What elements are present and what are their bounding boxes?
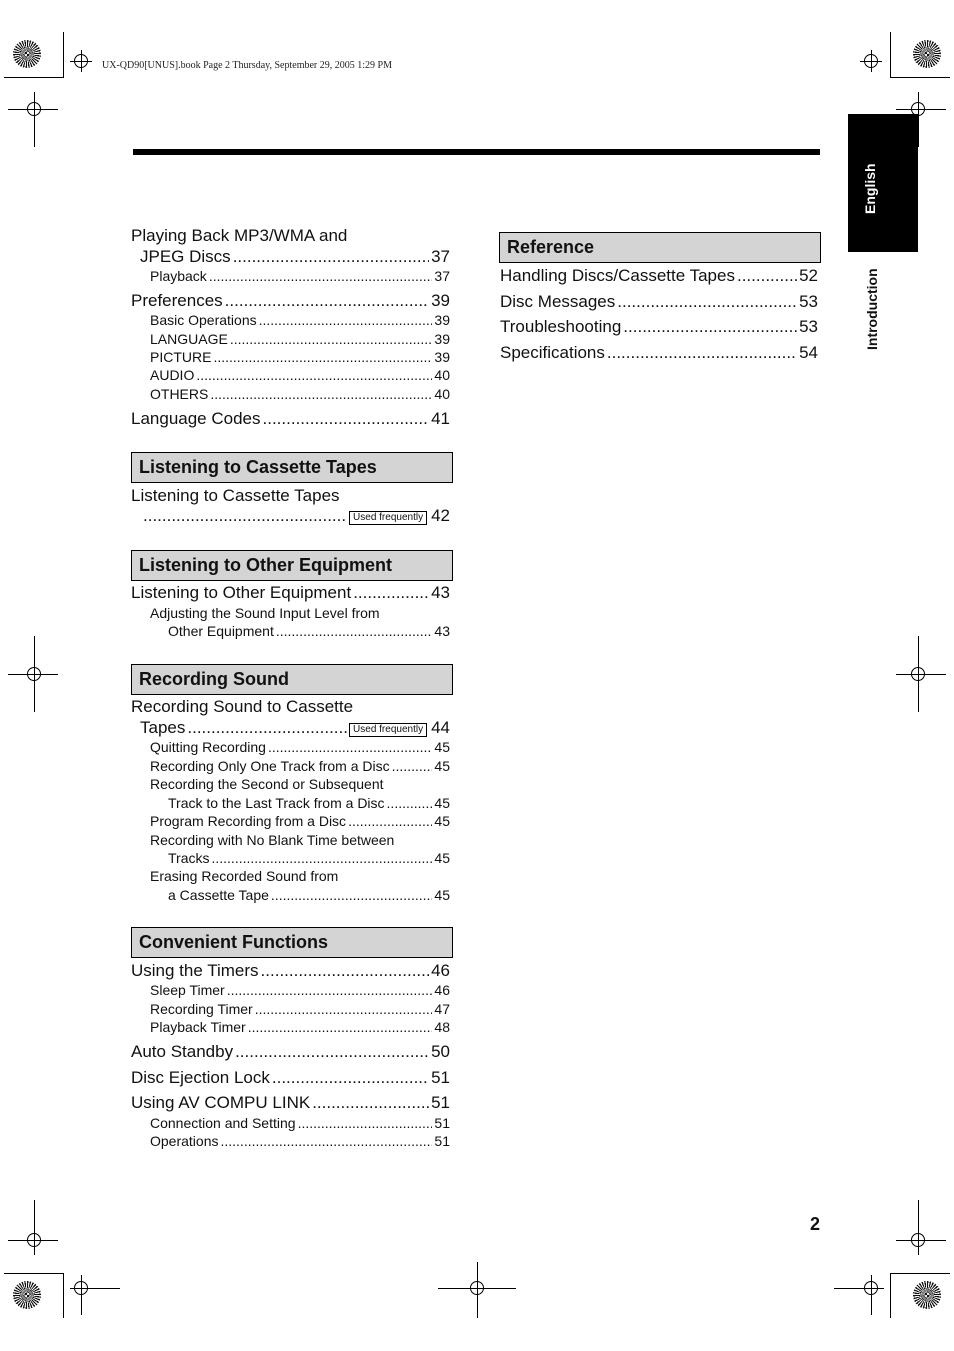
toc-subentry: Recording Only One Track from a Disc ..... 45 <box>150 758 450 774</box>
toc-subentry: AUDIO ..... 40 <box>150 367 450 383</box>
toc-subentry: Other Equipment ..... 43 <box>168 623 450 639</box>
toc-subentry: Recording with No Blank Time between <box>150 832 395 848</box>
section-header-cassette: Listening to Cassette Tapes <box>131 452 453 483</box>
section-header-other-equipment: Listening to Other Equipment <box>131 550 453 581</box>
toc-subentry: Recording the Second or Subsequent <box>150 776 384 792</box>
toc-subentry: Erasing Recorded Sound from <box>150 868 339 884</box>
section-header-convenient: Convenient Functions <box>131 927 453 958</box>
toc-entry: ..... Used frequently 42 <box>143 506 450 526</box>
toc-entry: Using the Timers ..... 46 <box>131 961 450 981</box>
toc-entry: Using AV COMPU LINK ..... 51 <box>131 1093 450 1113</box>
toc-subentry: PICTURE ..... 39 <box>150 349 450 365</box>
used-frequently-badge: Used frequently <box>349 511 427 525</box>
tab-english-label: English <box>862 163 878 214</box>
toc-entry: Tapes ..... Used frequently 44 <box>140 718 450 738</box>
toc-entry: JPEG Discs ..... 37 <box>140 247 450 267</box>
toc-subentry: LANGUAGE ..... 39 <box>150 331 450 347</box>
toc-subentry: Adjusting the Sound Input Level from <box>150 605 380 621</box>
tab-english <box>848 114 918 252</box>
toc-subentry: Quitting Recording ..... 45 <box>150 739 450 755</box>
toc-subentry: a Cassette Tape ..... 45 <box>168 887 450 903</box>
toc-entry: Specifications ..... 54 <box>500 343 818 363</box>
toc-subentry: Operations ..... 51 <box>150 1133 450 1149</box>
used-frequently-badge: Used frequently <box>349 723 427 737</box>
toc-subentry: Playback ..... 37 <box>150 268 450 284</box>
toc-entry: Playing Back MP3/WMA and <box>131 226 348 245</box>
top-rule <box>133 149 820 155</box>
page-number: 2 <box>810 1214 821 1234</box>
toc-entry: Listening to Cassette Tapes <box>131 486 340 505</box>
tab-introduction-label: Introduction <box>864 268 880 350</box>
toc-subentry: Basic Operations ..... 39 <box>150 312 450 328</box>
toc-subentry: Recording Timer ..... 47 <box>150 1001 450 1017</box>
toc-entry: Listening to Other Equipment ..... 43 <box>131 583 450 603</box>
toc-entry: Disc Ejection Lock ..... 51 <box>131 1068 450 1088</box>
toc-subentry: Sleep Timer ..... 46 <box>150 982 450 998</box>
toc-entry: Auto Standby ..... 50 <box>131 1042 450 1062</box>
section-header-recording: Recording Sound <box>131 664 453 695</box>
toc-entry: Disc Messages ..... 53 <box>500 292 818 312</box>
toc-subentry: Playback Timer ..... 48 <box>150 1019 450 1035</box>
toc-entry: Handling Discs/Cassette Tapes ..... 52 <box>500 266 818 286</box>
toc-entry: Troubleshooting ..... 53 <box>500 317 818 337</box>
toc-entry: Preferences ..... 39 <box>131 291 450 311</box>
toc-entry: Language Codes ..... 41 <box>131 409 450 429</box>
toc-entry: Recording Sound to Cassette <box>131 697 354 716</box>
file-info-header: UX-QD90[UNUS].book Page 2 Thursday, September 29, 2005 1:29 PM <box>102 60 392 71</box>
toc-subentry: Connection and Setting ..... 51 <box>150 1115 450 1131</box>
toc-subentry: Track to the Last Track from a Disc ..... 45 <box>168 795 450 811</box>
toc-subentry: OTHERS ..... 40 <box>150 386 450 402</box>
toc-subentry: Tracks ..... 45 <box>168 850 450 866</box>
toc-subentry: Program Recording from a Disc ..... 45 <box>150 813 450 829</box>
section-header-reference: Reference <box>499 232 821 263</box>
